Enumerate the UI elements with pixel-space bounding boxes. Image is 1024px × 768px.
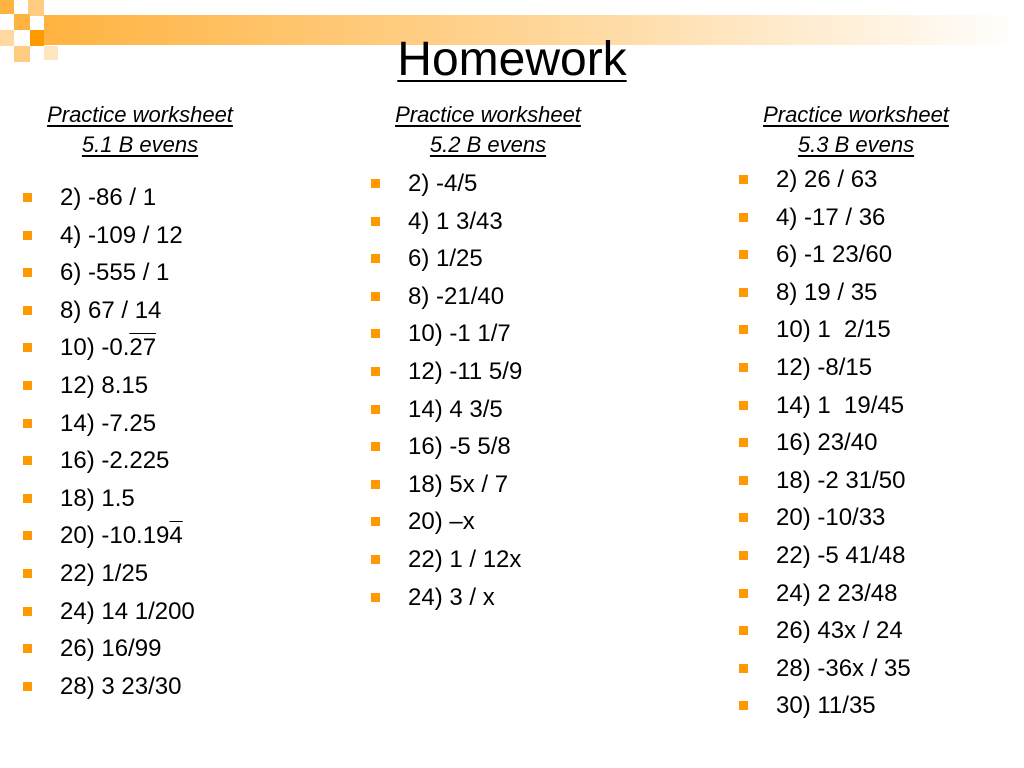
- answer-item: [736, 387, 976, 425]
- answer-item: [368, 203, 608, 241]
- answer-text: 22) -5 41/48: [776, 541, 906, 569]
- answer-text: 28) 3 23/30: [60, 672, 182, 700]
- slide-title: Homework: [397, 33, 627, 86]
- answer-text: 24) 2 23/48: [776, 579, 898, 607]
- column-heading-line2: 5.3 B evens: [797, 132, 915, 157]
- answer-text: 12) -8/15: [776, 353, 873, 381]
- answer-item: [20, 292, 260, 330]
- answer-item: [736, 612, 976, 650]
- answer-item: [736, 161, 976, 199]
- answer-item: [368, 278, 608, 316]
- square-bullet-icon: [371, 517, 380, 526]
- answer-text: 10) 1 2/15: [776, 316, 891, 344]
- answer-text: 18) 1.5: [60, 484, 135, 512]
- square-bullet-icon: [739, 438, 748, 447]
- decoration-square: [0, 0, 14, 14]
- column-heading-line2: 5.1 B evens: [81, 132, 199, 157]
- answer-text: 28) -36x / 35: [776, 654, 911, 682]
- answer-text: 6) 1/25: [408, 245, 483, 273]
- repeating-digits: 27: [129, 334, 157, 362]
- square-bullet-icon: [371, 179, 380, 188]
- answer-text: 4) -109 / 12: [60, 221, 183, 249]
- answer-text: 20) -10/33: [776, 504, 886, 532]
- answer-text: 6) -555 / 1: [60, 259, 170, 287]
- answer-list: [368, 165, 608, 616]
- square-bullet-icon: [371, 442, 380, 451]
- answer-item: [20, 329, 260, 367]
- answer-text: 10) -0.: [60, 334, 130, 362]
- column-heading: [736, 100, 976, 160]
- answer-text: 16) 23/40: [776, 429, 878, 457]
- square-bullet-icon: [739, 701, 748, 710]
- answer-item: [736, 650, 976, 688]
- square-bullet-icon: [23, 531, 32, 540]
- square-bullet-icon: [23, 419, 32, 428]
- answer-item: [736, 499, 976, 537]
- answer-item: [20, 555, 260, 593]
- answer-text: 2) -4/5: [408, 170, 478, 197]
- answer-item: [368, 466, 608, 504]
- square-bullet-icon: [739, 401, 748, 410]
- square-bullet-icon: [739, 513, 748, 522]
- answer-item: [368, 165, 608, 203]
- answer-text: 22) 1 / 12x: [408, 545, 522, 573]
- column-heading-line2: 5.2 B evens: [429, 132, 547, 157]
- answer-item: [20, 442, 260, 480]
- square-bullet-icon: [371, 217, 380, 226]
- square-bullet-icon: [371, 329, 380, 338]
- answer-item: [736, 424, 976, 462]
- answer-text: 22) 1/25: [60, 559, 149, 587]
- square-bullet-icon: [739, 213, 748, 222]
- answer-text: 12) -11 5/9: [408, 357, 523, 385]
- answer-text: 30) 11/35: [776, 692, 876, 720]
- square-bullet-icon: [739, 551, 748, 560]
- answer-text: 2) -86 / 1: [60, 184, 157, 211]
- repeating-digits: 4: [169, 522, 183, 550]
- answer-item: [20, 367, 260, 405]
- answer-text: 2) 26 / 63: [776, 166, 878, 193]
- square-bullet-icon: [371, 555, 380, 564]
- answer-text: 8) 67 / 14: [60, 296, 162, 324]
- square-bullet-icon: [371, 405, 380, 414]
- answer-item: [20, 480, 260, 518]
- answer-text: 12) 8.15: [60, 371, 149, 399]
- answer-item: [736, 199, 976, 237]
- answer-text: 20) –x: [408, 508, 475, 536]
- square-bullet-icon: [739, 626, 748, 635]
- column-worksheet-5-3: [736, 100, 976, 725]
- answer-item: [20, 517, 260, 555]
- square-bullet-icon: [23, 456, 32, 465]
- answer-item: [368, 391, 608, 429]
- square-bullet-icon: [23, 343, 32, 352]
- square-bullet-icon: [739, 175, 748, 184]
- answer-item: [368, 353, 608, 391]
- answer-text: 8) -21/40: [408, 282, 505, 310]
- answer-text: 26) 43x / 24: [776, 617, 903, 645]
- answer-item: [20, 405, 260, 443]
- answer-item: [368, 541, 608, 579]
- answer-item: [20, 254, 260, 292]
- square-bullet-icon: [23, 494, 32, 503]
- answer-text: 14) -7.25: [60, 409, 157, 437]
- answer-item: [736, 687, 976, 725]
- square-bullet-icon: [23, 231, 32, 240]
- square-bullet-icon: [739, 325, 748, 334]
- answer-item: [20, 630, 260, 668]
- column-worksheet-5-2: [368, 100, 608, 616]
- square-bullet-icon: [23, 193, 32, 202]
- answer-text: 24) 14 1/200: [60, 597, 195, 625]
- answer-item: [736, 236, 976, 274]
- answer-item: [20, 593, 260, 631]
- answer-item: [736, 349, 976, 387]
- square-bullet-icon: [23, 607, 32, 616]
- answer-list: [20, 179, 260, 705]
- answer-item: [368, 428, 608, 466]
- square-bullet-icon: [739, 250, 748, 259]
- answer-text: 4) -17 / 36: [776, 203, 886, 231]
- square-bullet-icon: [23, 381, 32, 390]
- answer-text: 16) -5 5/8: [408, 433, 511, 461]
- answer-item: [368, 315, 608, 353]
- square-bullet-icon: [23, 306, 32, 315]
- answer-item: [20, 217, 260, 255]
- square-bullet-icon: [739, 476, 748, 485]
- answer-item: [20, 668, 260, 706]
- answer-text: 14) 4 3/5: [408, 395, 503, 423]
- square-bullet-icon: [739, 288, 748, 297]
- column-heading-line1: Practice worksheet: [47, 102, 233, 127]
- square-bullet-icon: [739, 589, 748, 598]
- square-bullet-icon: [23, 682, 32, 691]
- decoration-square: [28, 0, 44, 16]
- answer-item: [368, 579, 608, 617]
- square-bullet-icon: [371, 292, 380, 301]
- column-heading: [368, 100, 608, 160]
- answer-text: 4) 1 3/43: [408, 207, 503, 235]
- answer-text: 8) 19 / 35: [776, 278, 878, 306]
- square-bullet-icon: [739, 664, 748, 673]
- answer-list: [736, 161, 976, 725]
- column-heading-line1: Practice worksheet: [763, 102, 949, 127]
- answer-item: [20, 179, 260, 217]
- square-bullet-icon: [371, 367, 380, 376]
- answer-item: [736, 462, 976, 500]
- answer-text: 14) 1 19/45: [776, 391, 905, 419]
- square-bullet-icon: [371, 254, 380, 263]
- square-bullet-icon: [739, 363, 748, 372]
- answer-text: 18) 5x / 7: [408, 470, 509, 498]
- answer-text: 24) 3 / x: [408, 583, 495, 611]
- square-bullet-icon: [371, 480, 380, 489]
- square-bullet-icon: [23, 268, 32, 277]
- column-heading: [20, 100, 260, 160]
- answer-text: 6) -1 23/60: [776, 241, 893, 269]
- answer-item: [736, 537, 976, 575]
- answer-item: [736, 274, 976, 312]
- decoration-square: [14, 14, 30, 30]
- answer-text: 26) 16/99: [60, 635, 162, 663]
- answer-item: [368, 240, 608, 278]
- square-bullet-icon: [23, 644, 32, 653]
- answer-text: 16) -2.225: [60, 447, 170, 475]
- answer-text: 18) -2 31/50: [776, 466, 906, 494]
- answer-item: [368, 503, 608, 541]
- answer-item: [736, 311, 976, 349]
- column-heading-line1: Practice worksheet: [395, 102, 581, 127]
- answer-item: [736, 575, 976, 613]
- square-bullet-icon: [371, 593, 380, 602]
- answer-text: 20) -10.19: [60, 522, 170, 550]
- answer-text: 10) -1 1/7: [408, 320, 511, 348]
- square-bullet-icon: [23, 569, 32, 578]
- column-worksheet-5-1: [20, 100, 260, 705]
